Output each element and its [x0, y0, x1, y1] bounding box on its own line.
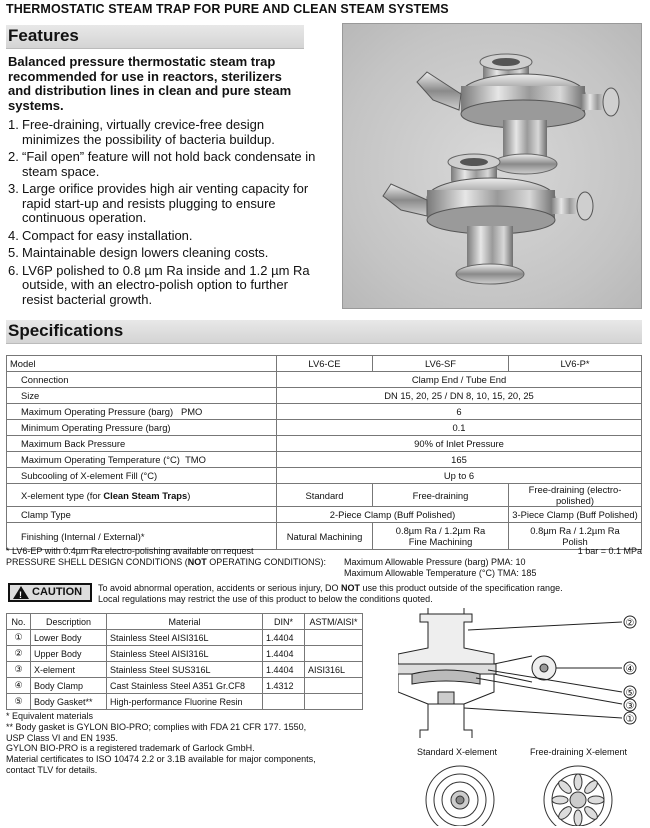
part-number: ②: [7, 646, 31, 662]
materials-footnotes: [6, 711, 336, 776]
materials-table: [6, 613, 363, 710]
steam-trap-illustration: [343, 24, 641, 308]
feature-number: 4.: [8, 227, 19, 243]
row-label: Clamp Type: [7, 507, 277, 523]
row-value: Natural Machining: [277, 523, 373, 550]
part-astm: [305, 694, 363, 710]
row-value: DN 15, 20, 25 / DN 8, 10, 15, 20, 25: [277, 388, 642, 404]
part-number: ④: [7, 678, 31, 694]
table-row: [7, 507, 642, 523]
row-value: 165: [277, 452, 642, 468]
model-cell: LV6-CE: [277, 356, 373, 372]
max-allowable-values: [344, 557, 536, 579]
table-row: [7, 436, 642, 452]
row-label-bold: Clean Steam Traps: [103, 489, 188, 501]
callout-label: ③: [625, 701, 635, 712]
table-row: [7, 484, 642, 507]
feature-text: LV6P polished to 0.8 µm Ra inside and 1.2 µm Ra outside, with an electro-polish option to further resist bacterial growth.: [22, 262, 310, 307]
feature-text: Maintainable design lowers cleaning costs.: [22, 245, 269, 260]
part-din: 1.4312: [263, 678, 305, 694]
table-row: [7, 452, 642, 468]
table-row: [7, 694, 363, 710]
row-label: [7, 452, 277, 468]
lv6ep-note: * LV6-EP with 0.4µm Ra electro-polishing available on request: [6, 546, 254, 556]
specifications-table: [6, 355, 642, 550]
table-row: [7, 372, 642, 388]
specifications-heading-bar: [6, 320, 642, 344]
row-label: Size: [7, 388, 277, 404]
feature-text: “Fail open” feature will not hold back condensate in steam space.: [22, 149, 316, 179]
caution-text: [98, 583, 638, 605]
part-number: ③: [7, 662, 31, 678]
feature-text: Free-draining, virtually crevice-free design minimizes the possibility of bacteria buildup.: [22, 117, 275, 147]
row-value-line: 0.8µm Ra / 1.2µm Ra: [530, 525, 620, 536]
row-label-abbr: PMO: [180, 406, 203, 417]
table-row: [7, 356, 642, 372]
row-value: 2-Piece Clamp (Buff Polished): [277, 507, 509, 523]
free-draining-xelement-label: Free-draining X-element: [530, 747, 628, 757]
part-din: 1.4404: [263, 646, 305, 662]
row-value-line: 0.8µm Ra / 1.2µm Ra: [395, 525, 486, 536]
footnote-line: ** Body gasket is GYLON BIO-PRO; complies with FDA 21 CFR 177. 1550,: [6, 721, 307, 732]
feature-item: [8, 182, 318, 226]
part-material: Stainless Steel SUS316L: [107, 662, 263, 678]
feature-number: 2.: [8, 149, 19, 164]
feature-item: [8, 264, 318, 308]
caution-not: NOT: [340, 583, 360, 593]
callout-label: ④: [625, 664, 635, 675]
row-value: Free-draining (electro-polished): [509, 484, 642, 507]
part-material: Cast Stainless Steel A351 Gr.CF8: [107, 678, 263, 694]
free-draining-xelement-drawing: [540, 760, 616, 826]
callout-label: ⑤: [625, 688, 635, 699]
feature-text: Compact for easy installation.: [22, 227, 193, 243]
column-header: Description: [31, 614, 107, 630]
pressure-design-conditions: [6, 557, 537, 578]
part-description: Lower Body: [31, 630, 107, 646]
tma-value: Maximum Allowable Temperature (°C) TMA: 185: [344, 568, 537, 578]
feature-item: [8, 150, 318, 179]
footnote-line: contact TLV for details.: [6, 764, 98, 775]
part-description: Body Clamp: [31, 678, 107, 694]
standard-xelement-label: Standard X-element: [417, 747, 498, 757]
caution-badge: [8, 583, 92, 602]
features-list: [8, 118, 318, 310]
row-value: 6: [277, 404, 642, 420]
part-astm: [305, 630, 363, 646]
row-value: Standard: [277, 484, 373, 507]
part-astm: [305, 646, 363, 662]
row-label-text: Maximum Operating Pressure (barg): [21, 406, 174, 417]
warning-icon: [13, 586, 29, 599]
column-header: DIN*: [263, 614, 305, 630]
pressure-text: PRESSURE SHELL DESIGN CONDITIONS (: [6, 557, 188, 567]
row-label: [7, 404, 277, 420]
part-number: ⑤: [7, 694, 31, 710]
product-photo: [342, 23, 642, 309]
table-row: [7, 630, 363, 646]
part-astm: [305, 678, 363, 694]
row-label-abbr: TMO: [185, 454, 206, 465]
footnote-line: * Equivalent materials: [6, 711, 94, 721]
column-header: Material: [107, 614, 263, 630]
row-label: Connection: [7, 372, 277, 388]
part-number: ①: [7, 630, 31, 646]
feature-item: [8, 229, 318, 244]
pressure-not: NOT: [187, 557, 207, 567]
model-cell: LV6-SF: [373, 356, 509, 372]
row-label: [7, 484, 277, 507]
row-value: Up to 6: [277, 468, 642, 484]
row-value-line: Polish: [562, 536, 588, 547]
part-din: 1.4404: [263, 630, 305, 646]
feature-number: 3.: [8, 181, 19, 196]
part-description: X-element: [31, 662, 107, 678]
unit-note: 1 bar = 0.1 MPa: [577, 546, 642, 556]
table-header-row: [7, 614, 363, 630]
row-label: Subcooling of X-element Fill (°C): [7, 468, 277, 484]
table-row: [7, 468, 642, 484]
model-label: Model: [7, 356, 277, 372]
feature-text: Large orifice provides high air venting capacity for rapid start-up and resists plugging to ensure continuous operation.: [22, 181, 309, 225]
specifications-heading: Specifications: [8, 321, 124, 340]
table-row: [7, 678, 363, 694]
part-din: 1.4404: [263, 662, 305, 678]
feature-number: 1.: [8, 117, 19, 132]
trap-upper: [417, 54, 619, 174]
trap-lower: [383, 154, 593, 284]
part-description: Body Gasket**: [31, 694, 107, 710]
row-value-line: Fine Machining: [408, 536, 473, 547]
callout-label: ②: [625, 618, 635, 629]
caution-label: CAUTION: [32, 586, 83, 598]
cross-section-diagram: [398, 608, 644, 738]
row-value: Clamp End / Tube End: [277, 372, 642, 388]
pressure-text: OPERATING CONDITIONS):: [206, 557, 327, 567]
caution-text-part: To avoid abnormal operation, accidents or serious injury, DO: [98, 583, 341, 593]
table-row: [7, 404, 642, 420]
part-material: Stainless Steel AISI316L: [107, 646, 263, 662]
feature-number: 5.: [8, 245, 19, 260]
table-row: [7, 388, 642, 404]
row-label: Finishing (Internal / External)*: [7, 523, 277, 550]
model-cell: LV6-P*: [509, 356, 642, 372]
page-title: THERMOSTATIC STEAM TRAP FOR PURE AND CLEAN STEAM SYSTEMS: [6, 2, 449, 16]
part-material: High-performance Fluorine Resin: [107, 694, 263, 710]
row-value: 3-Piece Clamp (Buff Polished): [509, 507, 642, 523]
row-value: Free-draining: [373, 484, 509, 507]
caution-line: Local regulations may restrict the use of this product to below the conditions quoted.: [98, 594, 433, 604]
row-value: 90% of Inlet Pressure: [277, 436, 642, 452]
caution-line: [98, 583, 638, 594]
part-description: Upper Body: [31, 646, 107, 662]
table-row: [7, 646, 363, 662]
feature-item: [8, 118, 318, 147]
table-row: [7, 420, 642, 436]
pma-value: Maximum Allowable Pressure (barg) PMA: 10: [344, 557, 526, 567]
spec-footnote: [6, 546, 642, 557]
features-heading-bar: [6, 25, 304, 49]
part-material: Stainless Steel AISI316L: [107, 630, 263, 646]
footnote-line: Material certificates to ISO 10474 2.2 or 3.1B available for major components,: [6, 754, 316, 765]
standard-xelement-drawing: [422, 760, 498, 826]
features-heading: Features: [8, 26, 79, 45]
part-din: [263, 694, 305, 710]
features-intro: Balanced pressure thermostatic steam trap recommended for use in reactors, sterilizers and distribution lines in clean and pure steam systems.: [8, 54, 292, 113]
feature-item: [8, 246, 318, 261]
footnote-line: GYLON BIO-PRO is a registered trademark of Garlock GmbH.: [6, 743, 255, 754]
row-label: Maximum Back Pressure: [7, 436, 277, 452]
feature-number: 6.: [8, 262, 19, 278]
part-astm: AISI316L: [305, 662, 363, 678]
row-label-text: X-element type (for: [21, 489, 104, 501]
row-label: Minimum Operating Pressure (barg): [7, 420, 277, 436]
callout-label: ①: [625, 714, 635, 725]
column-header: ASTM/AISI*: [305, 614, 363, 630]
row-value: 0.1: [277, 420, 642, 436]
row-label-text: ): [187, 489, 191, 501]
row-label-text: Maximum Operating Temperature (°C): [21, 454, 180, 465]
table-row: [7, 662, 363, 678]
caution-text-part: use this product outside of the specification range.: [359, 583, 563, 593]
column-header: No.: [7, 614, 31, 630]
footnote-line: USP Class VI and EN 1935.: [6, 732, 118, 743]
